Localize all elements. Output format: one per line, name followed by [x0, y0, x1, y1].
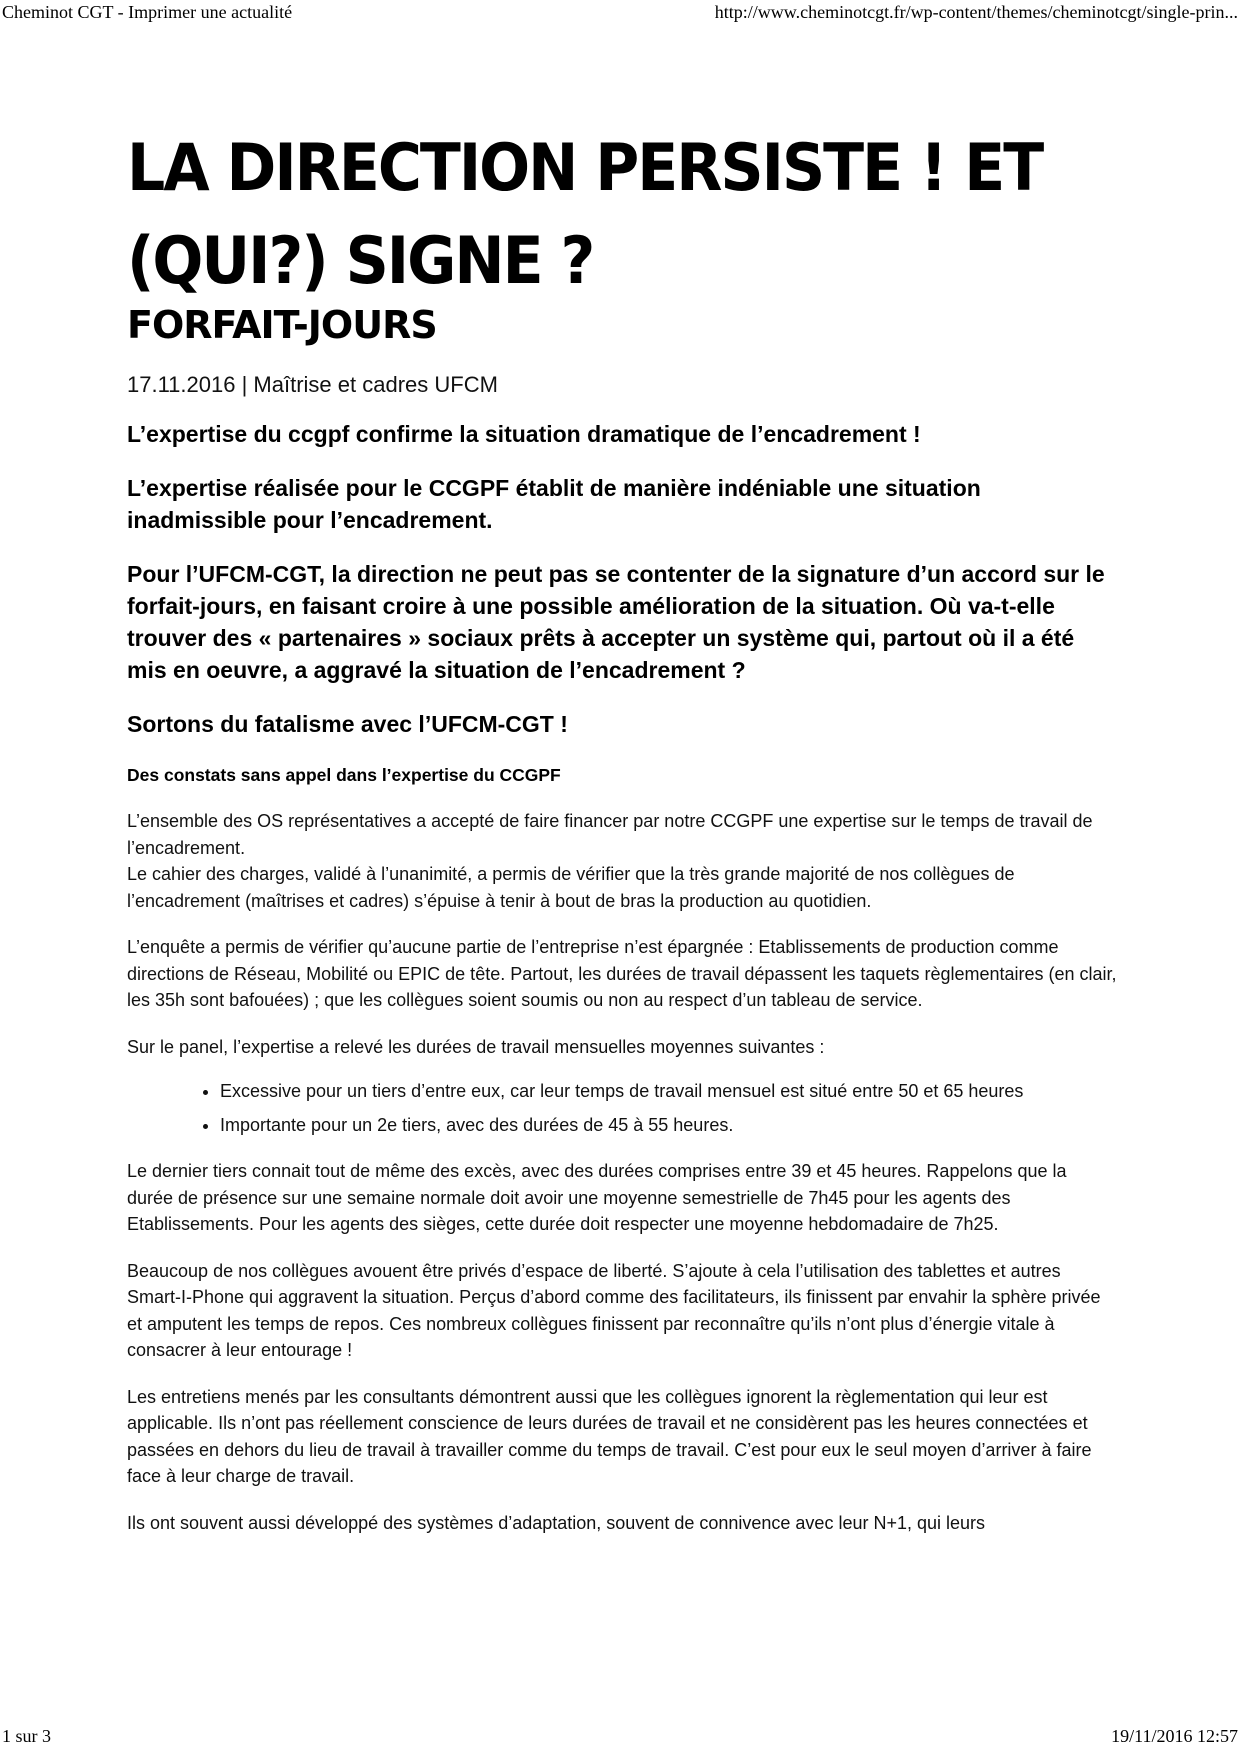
article-subtitle: FORFAIT-JOURS [127, 303, 437, 347]
lead-paragraph-3: Pour l’UFCM-CGT, la direction ne peut pas se contenter de la signature d’un accord sur le forfait-jours, en faisant croire à une possible amélioration de la situation. Où va-t-elle trouver des « partenaires » sociaux prêts à accepter un système qui, partout où il a été mis en oeuvre, a aggravé la situation de l’encadrement ? [127, 561, 1105, 683]
print-timestamp: 19/11/2016 12:57 [1111, 1726, 1238, 1746]
paragraph-1-part-a: L’ensemble des OS représentatives a accepté de faire financer par notre CCGPF une expertise sur le temps de travail de l’encadrement. [127, 811, 1093, 858]
paragraph-1 [127, 808, 1117, 914]
paragraph-6: Les entretiens menés par les consultants démontrent aussi que les collègues ignorent la règlementation qui leur est applicable. Ils n’ont pas réellement conscience de leurs durées de travail et ne considèrent pas les heures connectées et passées en dehors du lieu de travail à travailler comme du temps de travail. C’est pour eux le seul moyen d’arriver à faire face à leur charge de travail. [127, 1386, 1092, 1486]
print-header [0, 2, 1240, 26]
bullet-list [127, 1078, 1117, 1138]
list-item: • Excessive pour un tiers d’entre eux, car leur temps de travail mensuel est situé entre 50 et 65 heures [220, 1078, 1117, 1105]
article-title: LA DIRECTION PERSISTE ! ET (QUI?) SIGNE ? [127, 130, 1043, 300]
list-item: • Importante pour un 2e tiers, avec des durées de 45 à 55 heures. [220, 1112, 1117, 1139]
paragraph-2: L’enquête a permis de vérifier qu’aucune partie de l’entreprise n’est épargnée : Etablissements de production comme directions de Réseau, Mobilité ou EPIC de tête. Partout, les durées de travail dépassent les taquets règlementaires (en clair, les 35h sont bafouées) ; que les collègues soient soumis ou non au respect d’un tableau de service. [127, 937, 1117, 1010]
paragraph-3: Sur le panel, l’expertise a relevé les durées de travail mensuelles moyennes suivantes : [127, 1036, 825, 1057]
print-footer [0, 1726, 1240, 1750]
paragraph-7: Ils ont souvent aussi développé des systèmes d’adaptation, souvent de connivence avec leur N+1, qui leurs [127, 1512, 986, 1533]
lead-paragraph-2: L’expertise réalisée pour le CCGPF établit de manière indéniable une situation inadmissible pour l’encadrement. [127, 475, 981, 533]
paragraph-5: Beaucoup de nos collègues avouent être privés d’espace de liberté. S’ajoute à cela l’utilisation des tablettes et autres Smart-I-Phone qui aggravent la situation. Perçus d’abord comme des facilitateurs, ils finissent par envahir la sphère privée et amputent les temps de repos. Ces nombreux collègues finissent par reconnaître qu’ils n’ont plus d’énergie vitale à consacrer à leur entourage ! [127, 1260, 1101, 1360]
article [127, 122, 1117, 1536]
print-header-page-title: Cheminot CGT - Imprimer une actualité [2, 2, 293, 22]
paragraph-1-part-b: Le cahier des charges, validé à l’unanimité, a permis de vérifier que la très grande majorité de nos collègues de l’encadrement (maîtrises et cadres) s’épuise à tenir à bout de bras la production au quotidien. [127, 864, 1015, 911]
lead-paragraph-1: L’expertise du ccgpf confirme la situation dramatique de l’encadrement ! [127, 421, 921, 447]
lead-paragraph-4: Sortons du fatalisme avec l’UFCM-CGT ! [127, 711, 568, 737]
section-title: Des constats sans appel dans l’expertise du CCGPF [127, 765, 561, 785]
article-meta: 17.11.2016 | Maîtrise et cadres UFCM [127, 372, 498, 397]
page-number: 1 sur 3 [2, 1726, 51, 1746]
print-header-url: http://www.cheminotcgt.fr/wp-content/themes/cheminotcgt/single-prin... [714, 2, 1238, 22]
paragraph-4: Le dernier tiers connait tout de même des excès, avec des durées comprises entre 39 et 45 heures. Rappelons que la durée de présence sur une semaine normale doit avoir une moyenne semestrielle de 7h45 pour les agents des Etablissements. Pour les agents des sièges, cette durée doit respecter une moyenne hebdomadaire de 7h25. [127, 1161, 1067, 1234]
